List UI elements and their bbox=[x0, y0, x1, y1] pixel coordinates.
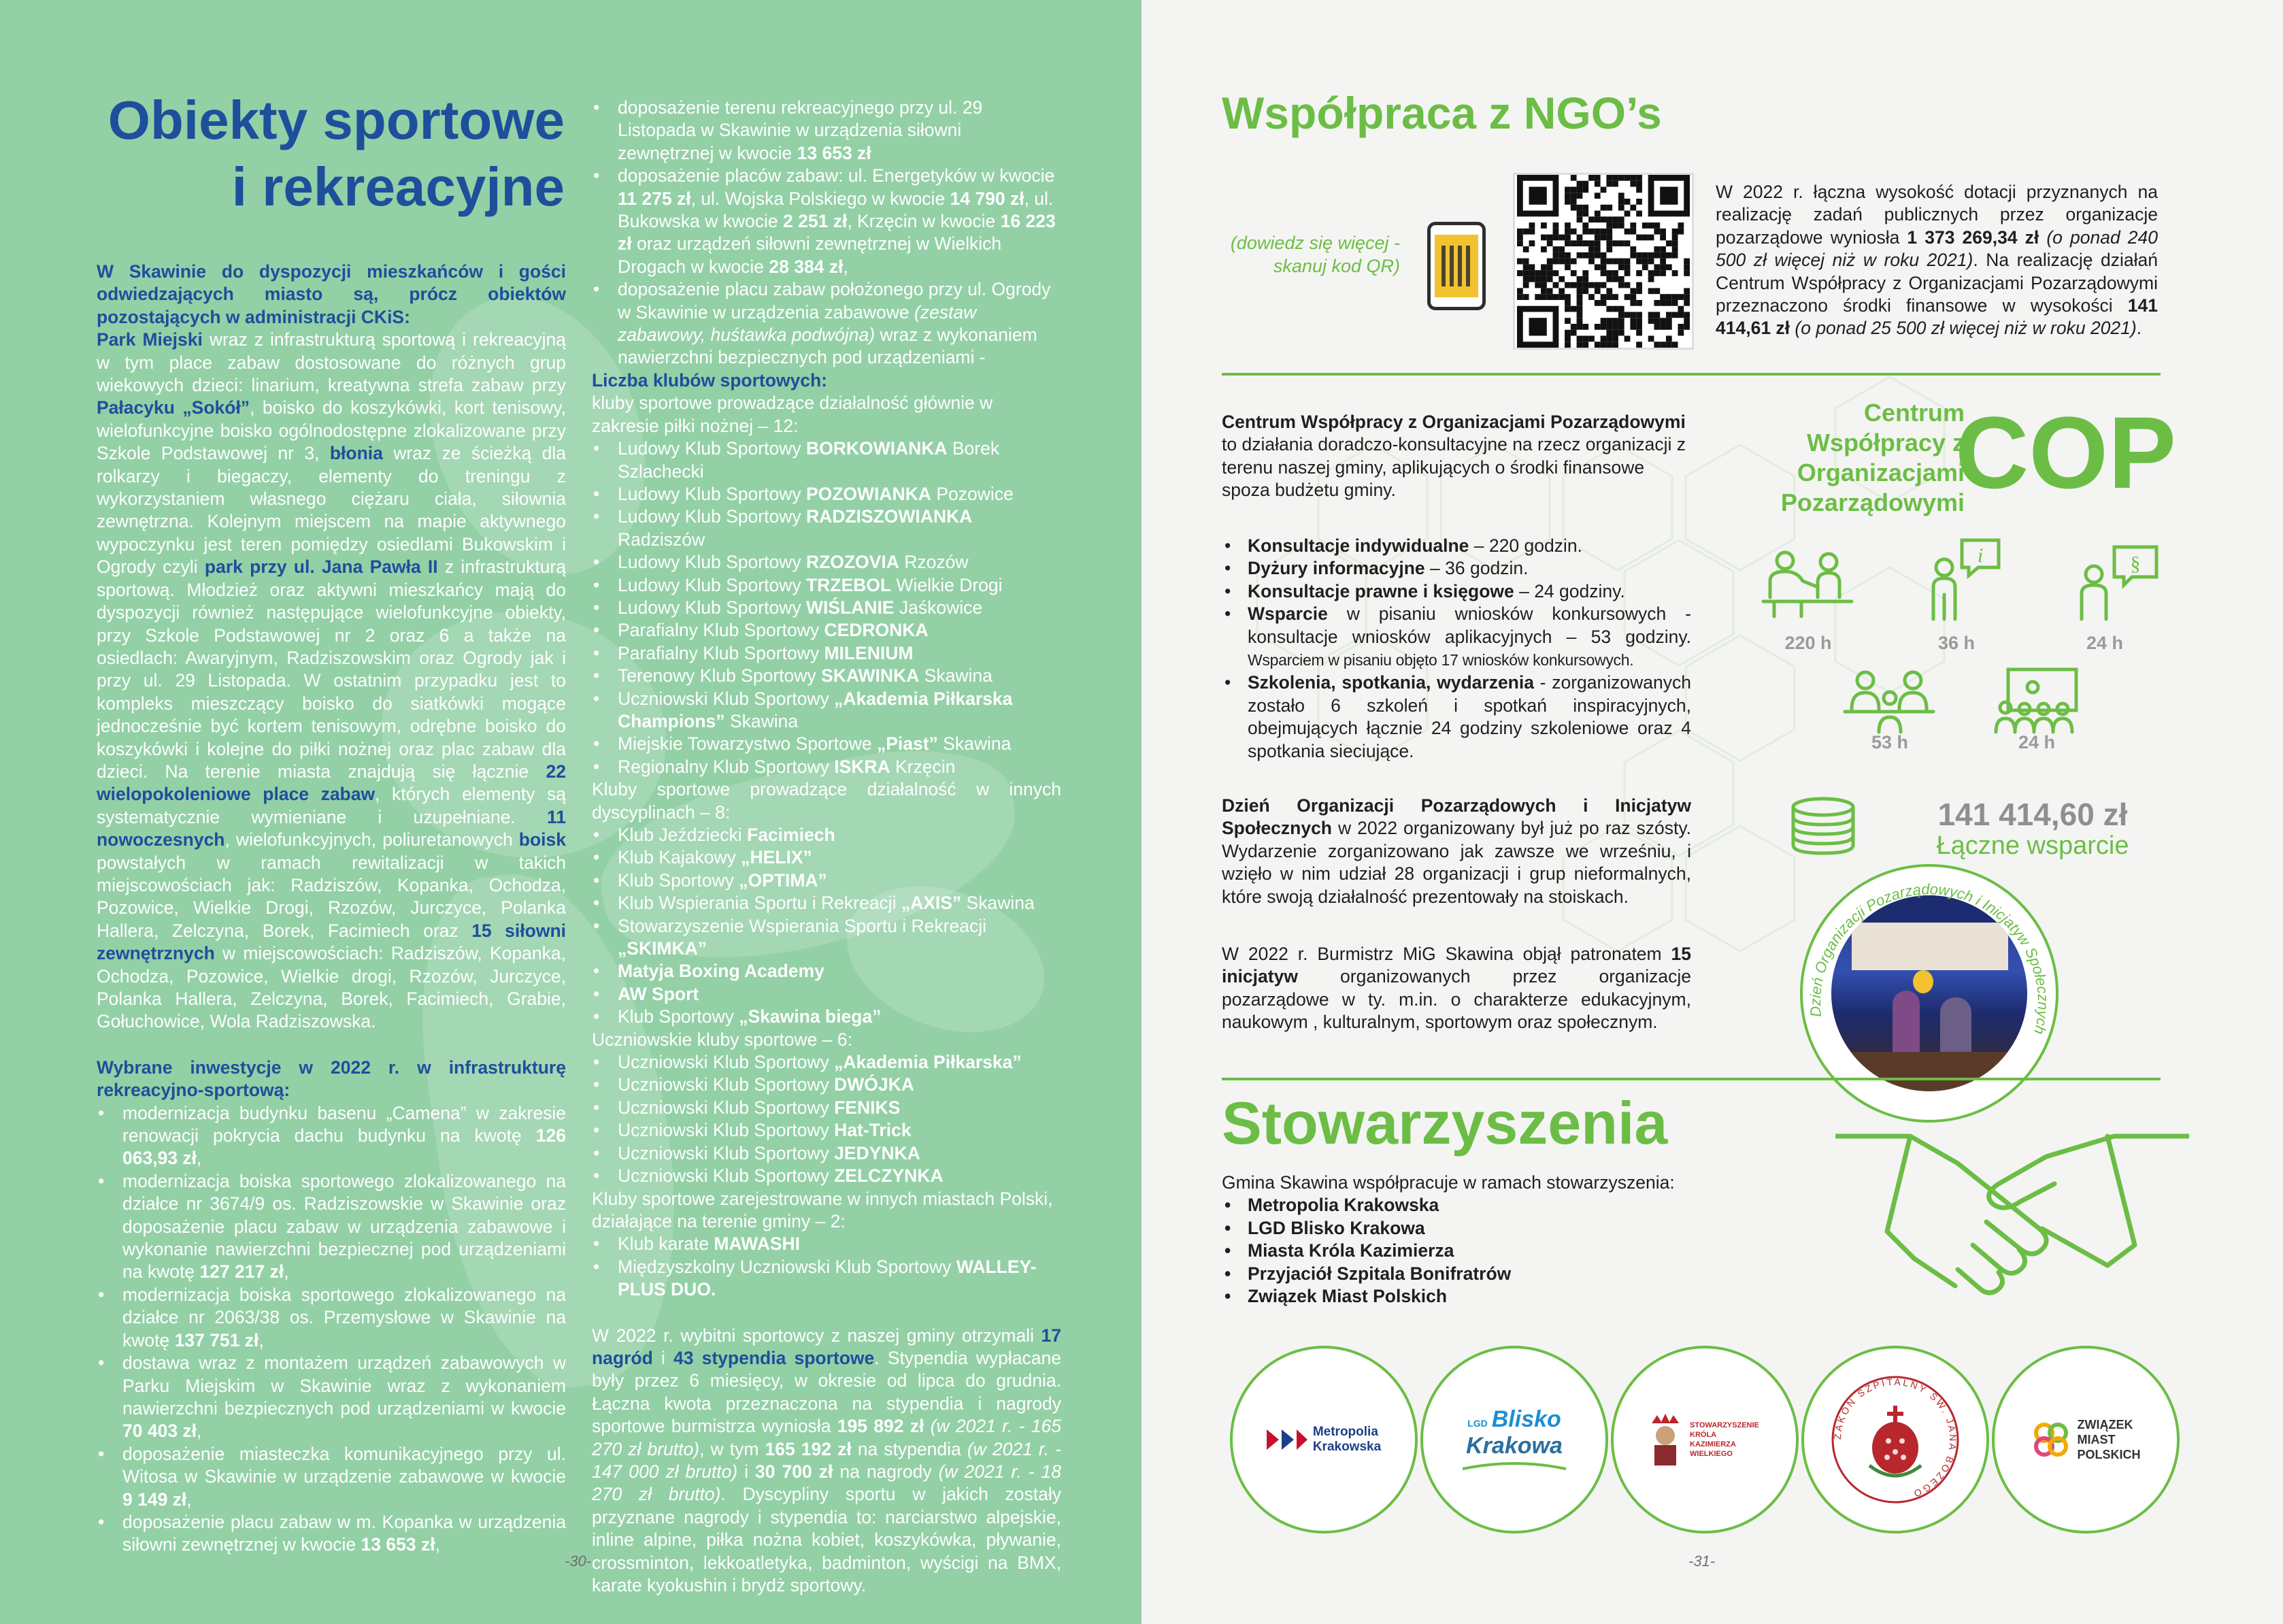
svg-text:§: § bbox=[2130, 552, 2141, 575]
hours-legal: 24 h bbox=[2086, 633, 2124, 653]
hours-duty: 36 h bbox=[1937, 633, 1976, 653]
list-item: • Klub Sportowy „Skawina biega” bbox=[592, 1006, 1061, 1028]
left-column-2 bbox=[592, 97, 1061, 1597]
photo-caption: Dzień Organizacji Pozarządowych i Inicjatyw Społecznych bbox=[1806, 880, 2052, 1036]
svg-text:Dzień Organizacji Pozarządowyc bbox=[1807, 880, 2052, 1036]
list-item: • Ludowy Klub Sportowy POZOWIANKA Pozowice bbox=[592, 483, 1061, 506]
list-item: • doposażenie terenu rekreacyjnego przy ul. 29 Listopada w Skawinie w urządzenia siłowni zewnętrznej w kwocie 13 653 zł bbox=[592, 97, 1061, 165]
clubs-other-intro: Kluby sportowe prowadzące działalność w innych dyscyplinach – 8: bbox=[592, 779, 1061, 823]
metropolia-line-1: Metropolia bbox=[1312, 1425, 1378, 1439]
cop-list bbox=[1222, 535, 1691, 763]
divider bbox=[1222, 373, 2161, 376]
investments-list-continued bbox=[592, 97, 1061, 369]
list-item: • doposażenie placu zabaw położonego przy ul. Ogrody w Skawinie w urządzenia zabawowe (zestaw zabawowy, huśtawka podwójna) wraz z wykonaniem nawierzchni bezpiecznych pod urządzeniami - bbox=[592, 278, 1061, 369]
title-line-1: Obiekty sportowe bbox=[107, 90, 565, 150]
clubs-school-intro: Uczniowskie kluby sportowe – 6: bbox=[592, 1029, 852, 1050]
metropolia-line-2: Krakowska bbox=[1312, 1440, 1382, 1454]
cop-intro: Centrum Współpracy z Organizacjami Pozarządowymi to działania doradczo-konsultacyjne na rzecz organizacji z terenu naszej gminy, aplikujących o środki finansowe spoza budżetu gminy. bbox=[1222, 412, 1686, 501]
list-item: • Terenowy Klub Sportowy SKAWINKA Skawina bbox=[592, 665, 1061, 687]
list-item: • Klub Wspierania Sportu i Rekreacji „AXIS” Skawina bbox=[592, 892, 1061, 914]
lgd-krakowa: Krakowa bbox=[1466, 1433, 1563, 1459]
association-item: • Miasta Króla Kazimierza bbox=[1222, 1240, 1725, 1262]
list-item: • Konsultacje indywidualne – 220 godzin. bbox=[1222, 535, 1691, 557]
list-item: • Klub karate MAWASHI bbox=[592, 1233, 1061, 1255]
ngo-title: Współpraca z NGO’s bbox=[1222, 88, 1662, 138]
page-title bbox=[95, 87, 565, 220]
list-item: • Konsultacje prawne i księgowe – 24 godziny. bbox=[1222, 580, 1691, 603]
list-item: • Uczniowski Klub Sportowy JEDYNKA bbox=[592, 1142, 1061, 1165]
association-item: • Metropolia Krakowska bbox=[1222, 1194, 1725, 1216]
list-item: • Parafialny Klub Sportowy CEDRONKA bbox=[592, 619, 1061, 642]
logo-lgd-blisko-krakowa[interactable] bbox=[1420, 1346, 1608, 1534]
list-item: • Klub Jeździecki Facimiech bbox=[592, 824, 1061, 846]
list-item: • dostawa wraz z montażem urządzeń zabawowych w Parku Miejskim w Skawinie wraz z wykonaniem nawierzchni bezpiecznych pod urządzeniami w kwocie 70 403 zł, bbox=[97, 1352, 566, 1443]
list-item: • Matyja Boxing Academy bbox=[592, 960, 1061, 982]
list-item: • AW Sport bbox=[592, 983, 1061, 1006]
photo-caption-ring bbox=[1800, 864, 2059, 1123]
legal-advice-icon bbox=[2073, 544, 2162, 626]
clubs-other-list bbox=[592, 824, 1061, 1029]
clubs-elsewhere-list bbox=[592, 1233, 1061, 1301]
list-item: • modernizacja boiska sportowego zlokalizowanego na działce nr 3674/9 os. Radziszowskie w Skawinie oraz doposażenie placu zabaw w urządzenia zabawowe i wykonanie nawierzchni bezpiecznej pod urządzeniami na kwotę 127 217 zł, bbox=[97, 1170, 566, 1284]
list-item: • Uczniowski Klub Sportowy ZELCZYNKA bbox=[592, 1165, 1061, 1187]
info-duty-icon bbox=[1924, 537, 2005, 626]
phone-qr-icon bbox=[1427, 222, 1486, 310]
list-item: • Uczniowski Klub Sportowy Hat-Trick bbox=[592, 1119, 1061, 1142]
qr-code-icon bbox=[1515, 175, 1692, 348]
logo-krol-kazimierz[interactable] bbox=[1611, 1346, 1799, 1534]
consultation-icon bbox=[1761, 544, 1856, 626]
list-item: • Uczniowski Klub Sportowy FENIKS bbox=[592, 1097, 1061, 1119]
ngo-paragraph: W 2022 r. łączna wysokość dotacji przyznanych na realizację zadań publicznych przez organizacje pozarządowe wyniosła 1 373 269,34 zł (o ponad 240 500 zł więcej niż w roku 2021). Na realizację działań Centrum Współpracy z Organizacjami Pozarządowymi przeznaczono środki finansowe w wysokości 141 414,61 zł (o ponad 25 500 zł więcej niż w roku 2021). bbox=[1716, 182, 2158, 339]
zmp-logo-icon bbox=[2031, 1419, 2071, 1460]
hours-consultation: 220 h bbox=[1784, 633, 1832, 653]
handshake-icon bbox=[1835, 1089, 2189, 1320]
list-item: • Parafialny Klub Sportowy MILENIUM bbox=[592, 642, 1061, 665]
list-item: • Uczniowski Klub Sportowy „Akademia Piłkarska” bbox=[592, 1051, 1061, 1074]
title-line-2: i rekreacyjne bbox=[231, 156, 565, 217]
list-item: • Wsparcie w pisaniu wniosków konkursowych - konsultacje wniosków aplikacyjnych – 53 godziny. Wsparciem w pisaniu objęto 17 wniosków konkursowych. bbox=[1222, 603, 1691, 672]
page-number: -30- bbox=[565, 1553, 592, 1570]
list-item: • Stowarzyszenie Wspierania Sportu i Rekreacji „SKIMKA” bbox=[592, 915, 1061, 961]
clubs-school-list bbox=[592, 1051, 1061, 1187]
association-item: • Związek Miast Polskich bbox=[1222, 1285, 1725, 1308]
divider bbox=[1222, 1078, 2161, 1080]
clubs-elsewhere-intro: Kluby sportowe zarejestrowane w innych miastach Polski, działające na terenie gminy – 2: bbox=[592, 1188, 1053, 1231]
training-icon bbox=[1992, 667, 2080, 735]
krol-line-1: STOWARZYSZENIE bbox=[1690, 1421, 1759, 1429]
king-crest-icon bbox=[1645, 1412, 1686, 1467]
zmp-line-1: ZWIĄZEK bbox=[2077, 1418, 2133, 1431]
krol-line-3: KAZIMIERZA WIELKIEGO bbox=[1690, 1440, 1736, 1458]
logo-bonifratrzy[interactable] bbox=[1801, 1346, 1989, 1534]
coins-icon bbox=[1788, 796, 1863, 864]
scholarship-paragraph: W 2022 r. wybitni sportowcy z naszej gminy otrzymali 17 nagród i 43 stypendia sportowe. Stypendia wypłacane były przez 6 miesięcy, w okresie od lipca do grudnia. Łączna kwota przeznaczona na stypendia i nagrody sportowe burmistrza wyniosła 195 892 zł (w 2021 r. - 165 270 zł brutto), w tym 165 192 zł na stypendia (w 2021 r. - 147 000 zł brutto) i 30 700 zł na nagrody (w 2021 r. - 18 270 zł brutto). Dyscypliny sportu w jakich zostały przyznane nagrody i stypendia to: narciarstwo alpejskie, inline alpine, piłka nożna kobiet, koszykówka, pływanie, crossminton, lekkoatletyka, badminton, wyścigi na BMX, karate kyokushin i brydż sportowy. bbox=[592, 1325, 1061, 1595]
metropolia-logo-icon bbox=[1267, 1423, 1307, 1457]
qr-code[interactable] bbox=[1513, 173, 1694, 350]
page-number: -31- bbox=[1688, 1553, 1716, 1570]
investments-heading: Wybrane inwestycje w 2022 r. w infrastrukturę rekreacyjno-sportową: bbox=[97, 1057, 566, 1101]
list-item: • modernizacja budynku basenu „Camena” w zakresie renowacji pokrycia dachu budynku na kwotę 126 063,93 zł, bbox=[97, 1102, 566, 1170]
list-item: • Dyżury informacyjne – 36 godzin. bbox=[1222, 557, 1691, 580]
lgd-blisko: Blisko bbox=[1491, 1406, 1561, 1432]
list-item: • Klub Kajakowy „HELIX” bbox=[592, 846, 1061, 869]
park-paragraph: Park Miejski wraz z infrastrukturą sportową i rekreacyjną w tym place zabaw dostosowane do różnych grup wiekowych dzieci: linarium, kreatywna strefa zabaw przy Pałacyku „Sokół”, boisko do koszykówki, kort tenisowy, wielofunkcyjne boisko ogólnodostępne zlokalizowane przy Szkole Podstawowej nr 3, błonia wraz ze ścieżką dla rolkarzy i biegaczy, elementy do treningu z wykorzystaniem własnego ciężaru ciała, siłownia zewnętrzna. Kolejnym miejscem na mapie aktywnego wypoczynku jest teren pomiędzy osiedlami Bukowskim i Ogrody czyli park przy ul. Jana Pawła II z infrastrukturą sportową. Młodzież oraz aktywni mieszkańcy mają do dyspozycji również następujące wielofunkcyjne obiekty, przy Szkole Podstawowej nr 2 oraz 6 a także na osiedlach: Awaryjnym, Radziszowskim oraz Ogrody jak i przy ul. 29 Listopada. W ostatnim przypadku jest to kompleks mieszczący boisko do siatkówki mogące jednocześnie być kortem tenisowym, odrębne boisko do koszykówki i kolejne do piłki nożnej oraz plac zabaw dla dzieci. Na terenie miasta znajdują się łącznie 22 wielopokoleniowe place zabaw, których elementy są systematycznie wymieniane i uzupełniane. 11 nowoczesnych, wielofunkcyjnych, poliuretanowych boisk powstałych w ramach rewitalizacji w takich miejscowościach jak: Radziszów, Kopanka, Ochodza, Pozowice, Wielkie Drogi, Rzozów, Jurczyce, Polanka Hallera, Zelczyna, Borek, Facimiech oraz 15 siłowni zewnętrznych w miejscowościach: Radziszów, Kopanka, Ochodza, Pozowice, Wielkie drogi, Rzozów, Jurczyce, Polanka Hallera, Zelczyna, Borek, Facimiech, Grabie, Gołuchowice, Wola Radziszowska. bbox=[97, 329, 567, 1032]
association-item: • Przyjaciół Szpitala Bonifratrów bbox=[1222, 1263, 1725, 1285]
list-item: • Ludowy Klub Sportowy TRZEBOL Wielkie Drogi bbox=[592, 574, 1061, 597]
cop-logo: COP bbox=[1955, 395, 2177, 510]
event-paragraph: Dzień Organizacji Pozarządowych i Inicjatyw Społecznych w 2022 organizowany był już po raz szósty. Wydarzenie zorganizowano jak zawsze we wrześniu, i wzięło w nim udział 28 organizacji i grup nieformalnych, które swoją działalność prezentowały na stoiskach. bbox=[1222, 795, 1691, 907]
associations-list bbox=[1222, 1194, 1725, 1308]
list-item: • Ludowy Klub Sportowy BORKOWIANKA Borek Szlachecki bbox=[592, 437, 1061, 483]
patronage-paragraph: W 2022 r. Burmistrz MiG Skawina objął patronatem 15 inicjatyw organizowanych przez organizacje pozarządowe w ty. m.in. o charakterze edukacyjnym, naukowym , kulturalnym, sportowym oraz społecznym. bbox=[1222, 944, 1691, 1033]
cop-list-wrap bbox=[1222, 535, 1691, 763]
clubs-football-list bbox=[592, 437, 1061, 778]
qr-hint: (dowiedz się więcej - skanuj kod QR) bbox=[1230, 233, 1400, 276]
associations-title: Stowarzyszenia bbox=[1222, 1089, 1668, 1157]
zmp-line-2: MIAST bbox=[2077, 1433, 2116, 1446]
list-item: • doposażenie placów zabaw: ul. Energetyków w kwocie 11 275 zł, ul. Wojska Polskiego w kwocie 14 790 zł, ul. Bukowska w kwocie 2 251 zł, Krzęcin w kwocie 16 223 zł oraz urządzeń siłowni zewnętrznej w Wielkich Drogach w kwocie 28 384 zł, bbox=[592, 165, 1061, 278]
list-item: • doposażenie miasteczka komunikacyjnego przy ul. Witosa w Skawinie w urządzenie zabawowe w kwocie 9 149 zł, bbox=[97, 1443, 566, 1511]
lgd-label: LGD bbox=[1467, 1418, 1488, 1429]
associations-block bbox=[1222, 1172, 1725, 1308]
list-item: • doposażenie placu zabaw w m. Kopanka w urządzenia siłowni zewnętrznej w kwocie 13 653 zł, bbox=[97, 1511, 566, 1557]
right-page bbox=[1142, 0, 2283, 1624]
list-item: • Uczniowski Klub Sportowy DWÓJKA bbox=[592, 1074, 1061, 1096]
list-item: • Szkolenia, spotkania, wydarzenia - zorganizowanych zostało 6 szkoleń i spotkań inspiracyjnych, obejmujących łącznie 24 godziny szkoleniowe oraz 4 spotkania sieciujące. bbox=[1222, 672, 1691, 763]
list-item: • Ludowy Klub Sportowy RZOZOVIA Rzozów bbox=[592, 551, 1061, 574]
list-item: • Uczniowski Klub Sportowy „Akademia Piłkarska Champions” Skawina bbox=[592, 688, 1061, 733]
lgd-swoosh-icon bbox=[1460, 1459, 1569, 1473]
list-item: • Klub Sportowy „OPTIMA” bbox=[592, 869, 1061, 892]
clubs-football-intro: kluby sportowe prowadzące działalność głównie w zakresie piłki nożnej – 12: bbox=[592, 393, 993, 436]
cop-title: Centrum Współpracy z Organizacjami Pozarządowymi bbox=[1780, 399, 1965, 516]
zmp-line-3: POLSKICH bbox=[2077, 1448, 2141, 1461]
krol-line-2: KRÓLA bbox=[1690, 1431, 1717, 1439]
bonifratrzy-emblem-icon bbox=[1801, 1346, 1989, 1534]
intro-paragraph: W Skawinie do dyspozycji mieszkańców i gości odwiedzających miasto są, prócz obiektów pozostających w administracji CKiS: bbox=[97, 261, 566, 327]
left-column-1 bbox=[97, 261, 566, 1557]
svg-text:i: i bbox=[1977, 544, 1984, 567]
hours-training: 24 h bbox=[2018, 732, 2056, 752]
logo-metropolia-krakowska[interactable] bbox=[1230, 1346, 1418, 1534]
list-item: • Ludowy Klub Sportowy RADZISZOWIANKA Radziszów bbox=[592, 506, 1061, 551]
list-item: • Międzyszkolny Uczniowski Klub Sportowy WALLEY-PLUS DUO. bbox=[592, 1256, 1061, 1302]
total-support-value: 141 414,60 zł bbox=[1937, 797, 2128, 832]
association-item: • LGD Blisko Krakowa bbox=[1222, 1217, 1725, 1240]
list-item: • Miejskie Towarzystwo Sportowe „Piast” Skawina bbox=[592, 733, 1061, 755]
list-item: • Ludowy Klub Sportowy WIŚLANIE Jaśkowice bbox=[592, 597, 1061, 619]
logo-zwiazek-miast-polskich[interactable] bbox=[1992, 1346, 2180, 1534]
associations-intro: Gmina Skawina współpracuje w ramach stowarzyszenia: bbox=[1222, 1172, 1675, 1193]
clubs-heading: Liczba klubów sportowych: bbox=[592, 369, 828, 391]
list-item: • modernizacja boiska sportowego zlokalizowanego na działce nr 2063/38 os. Przemysłowe w Skawinie na kwotę 137 751 zł, bbox=[97, 1284, 566, 1352]
support-icon bbox=[1842, 667, 1937, 735]
total-support-label: Łączne wsparcie bbox=[1936, 831, 2129, 860]
list-item: • Regionalny Klub Sportowy ISKRA Krzęcin bbox=[592, 756, 1061, 778]
bonifratrzy-ring-text: ZAKON SZPITALNY ŚW. JANA BOŻEGO bbox=[1831, 1376, 1959, 1500]
hours-support: 53 h bbox=[1871, 732, 1909, 752]
investments-list bbox=[97, 1102, 566, 1557]
